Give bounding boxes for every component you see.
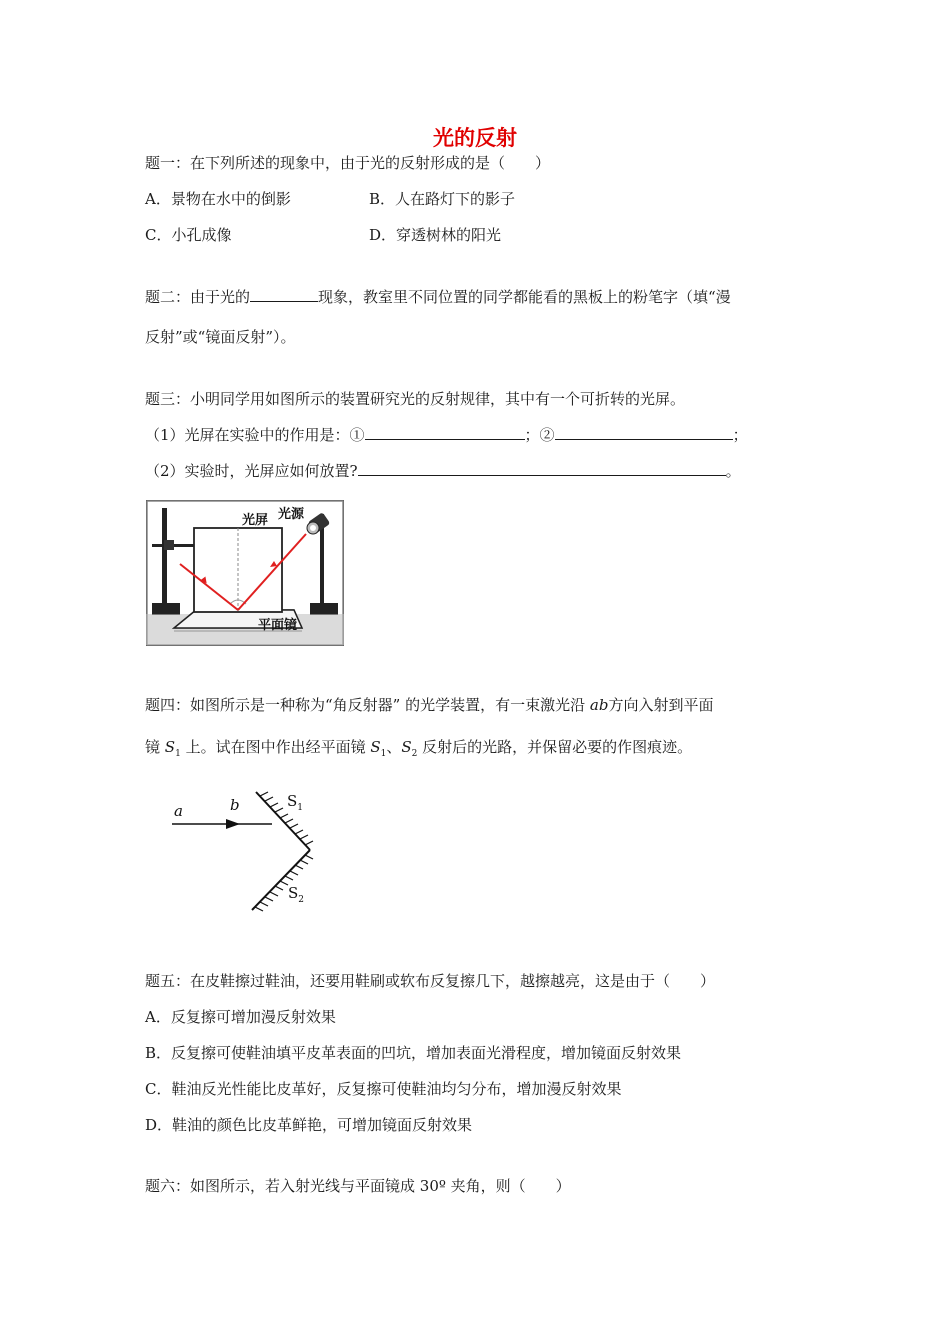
q5-option-c: C．鞋油反光性能比皮革好，反复擦可使鞋油均匀分布，增加漫反射效果 xyxy=(145,1080,622,1098)
q3-sub1 xyxy=(145,424,748,445)
q2-text-after: 现象，教室里不同位置的同学都能看的黑板上的粉笔字（填“漫 xyxy=(318,288,731,306)
left-stand-pole xyxy=(162,508,167,610)
q4-text-6: 反射后的光路，并保留必要的作图痕迹。 xyxy=(417,738,693,756)
q1-option-a: A．景物在水中的倒影 xyxy=(145,190,291,208)
q3-sub2-label: （2）实验时，光屏应如何放置? xyxy=(145,462,358,480)
page-title: 光的反射 xyxy=(433,126,517,150)
label-b: b xyxy=(230,796,240,814)
q4-text-3: 镜 xyxy=(145,738,165,756)
q4-line1 xyxy=(145,694,713,715)
q2-line2: 反射”或“镜面反射”）。 xyxy=(145,328,296,346)
q4-s-sub: 1 xyxy=(175,749,181,759)
q1-stem: 题一：在下列所述的现象中，由于光的反射形成的是（ ） xyxy=(145,154,551,172)
q5-option-b: B．反复擦可使鞋油填平皮革表面的凹坑，增加表面光滑程度，增加镜面反射效果 xyxy=(145,1044,682,1062)
q4-text-5: 、 xyxy=(386,738,402,756)
q2-line1 xyxy=(145,286,731,307)
q3-stem: 题三：小明同学用如图所示的装置研究光的反射规律，其中有一个可折转的光屏。 xyxy=(145,390,686,408)
q4-line2 xyxy=(145,736,692,759)
mirror-s2-hatch xyxy=(255,855,313,911)
q3-sub1-label: （1）光屏在实验中的作用是：① xyxy=(145,426,365,444)
q6-stem: 题六：如图所示，若入射光线与平面镜成 30º 夹角，则（ ） xyxy=(145,1177,571,1195)
q2-blank[interactable] xyxy=(250,287,318,302)
label-a: a xyxy=(174,802,183,820)
q4-s1: S xyxy=(370,738,381,756)
screen-label: 光屏 xyxy=(242,513,269,528)
label-s2: $S_2$ xyxy=(288,884,305,905)
label-s1: $S_1$ xyxy=(287,792,304,813)
source-label: 光源 xyxy=(278,507,305,522)
q5-option-d: D．鞋油的颜色比皮革鲜艳，可增加镜面反射效果 xyxy=(145,1116,473,1134)
q4-s2: S xyxy=(401,738,412,756)
q3-sub2-end: 。 xyxy=(725,462,741,480)
q3-sub1-end: ； xyxy=(732,426,748,444)
q4-figure xyxy=(160,780,330,920)
left-stand-base xyxy=(152,603,180,615)
q2-text-before: 题二：由于光的 xyxy=(145,288,251,306)
q3-blank-1[interactable] xyxy=(365,425,525,440)
q1-option-c: C．小孔成像 xyxy=(145,226,232,244)
right-stand-base xyxy=(310,603,338,615)
q3-blank-3[interactable] xyxy=(358,461,726,476)
q4-ab: ab xyxy=(589,696,609,714)
q3-blank-2[interactable] xyxy=(555,425,733,440)
q4-s1-sub: 1 xyxy=(380,749,387,759)
q3-sub2 xyxy=(145,460,741,481)
q5-stem: 题五：在皮鞋擦过鞋油，还要用鞋刷或软布反复擦几下，越擦越亮，这是由于（ ） xyxy=(145,972,716,990)
q3-sub1-sep: ；② xyxy=(524,426,555,444)
q1-option-d: D．穿透树林的阳光 xyxy=(369,226,502,244)
q4-s2-sub: 2 xyxy=(411,749,418,759)
mirror-label: 平面镜 xyxy=(258,618,298,633)
mirror-s1 xyxy=(256,792,310,850)
q4-text-2: 方向入射到平面 xyxy=(608,696,714,714)
q1-option-b: B．人在路灯下的影子 xyxy=(369,190,516,208)
q5-option-a: A．反复擦可增加漫反射效果 xyxy=(145,1008,336,1026)
q3-figure xyxy=(146,500,344,646)
q4-s: S xyxy=(164,738,176,756)
q4-text-1: 题四：如图所示是一种称为“角反射器” 的光学装置，有一束激光沿 xyxy=(145,696,590,714)
ray-arrow xyxy=(226,819,240,829)
q4-text-4: 上。试在图中作出经平面镜 xyxy=(180,738,371,756)
